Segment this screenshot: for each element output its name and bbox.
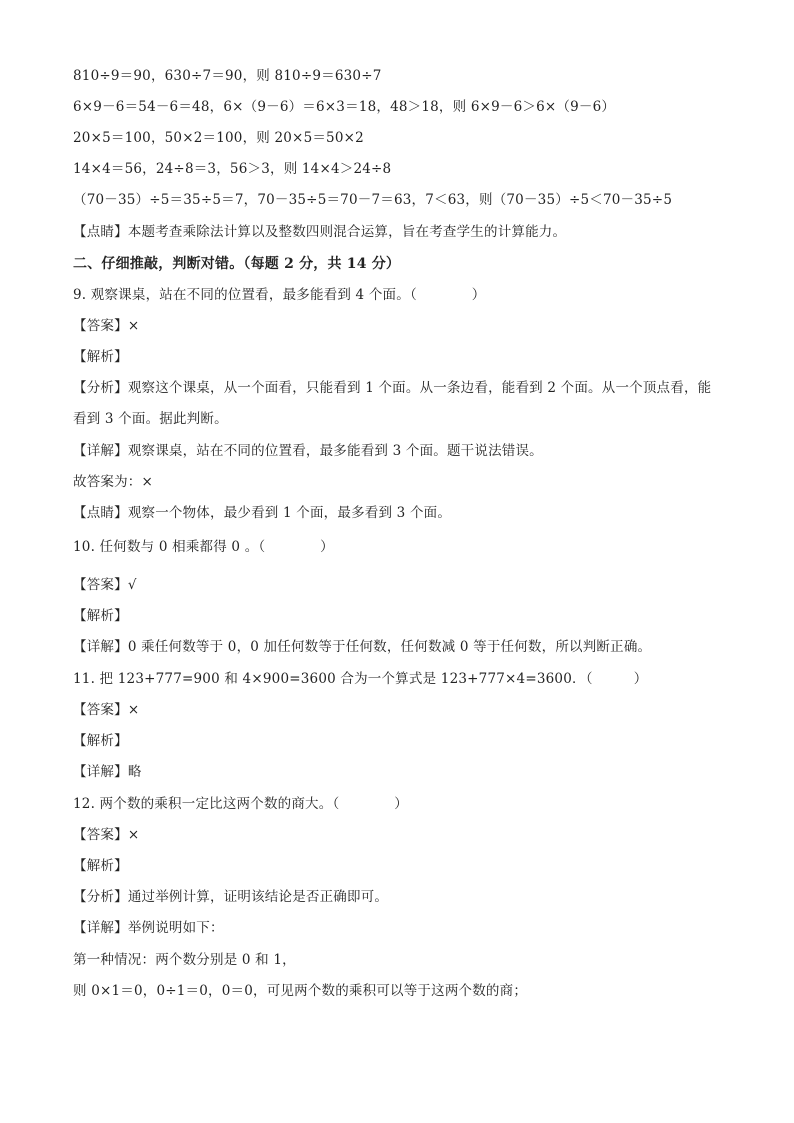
section-title: 二、仔细推敲，判断对错。（每题 2 分，共 14 分） [73, 256, 401, 272]
fenxi-text: 观察这个课桌，从一个面看，只能看到 1 个面。从一条边看，能看到 2 个面。从一个顶点看，能 [127, 380, 712, 396]
dianjing-tag: 【点睛】 [73, 224, 128, 240]
dianjing-line-9 [73, 503, 451, 523]
calc-line-3: 20×5＝100，50×2＝100，则 20×5＝50×2 [73, 130, 364, 146]
answer-tag: 【答案】 [73, 702, 128, 718]
answer-line-10 [73, 575, 137, 595]
answer-value: × [127, 702, 140, 718]
xiangjie-tag: 【详解】 [73, 443, 128, 459]
question-9: 9. 观察课桌，站在不同的位置看，最多能看到 4 个面。（ ） [73, 287, 486, 303]
calc-line-4: 14×4＝56，24÷8＝3，56＞3，则 14×4＞24÷8 [73, 161, 392, 177]
answer-line-12 [73, 825, 139, 845]
jiexi-label-10: 【解析】 [73, 608, 128, 624]
answer-line-9 [73, 316, 139, 336]
answer-tag: 【答案】 [73, 827, 128, 843]
jiexi-label-12: 【解析】 [73, 858, 128, 874]
fenxi-tag: 【分析】 [73, 889, 128, 905]
fenxi-line-12 [73, 887, 388, 907]
xiangjie-tag: 【详解】 [73, 639, 128, 655]
dianjing-text: 观察一个物体，最少看到 1 个面，最多看到 3 个面。 [127, 505, 452, 521]
fenxi-text: 通过举例计算，证明该结论是否正确即可。 [127, 889, 389, 905]
answer-tag: 【答案】 [73, 577, 128, 593]
case1-line: 第一种情况：两个数分别是 0 和 1， [73, 952, 296, 968]
calc-line-1: 810÷9＝90，630÷7＝90，则 810÷9＝630÷7 [73, 68, 382, 84]
fenxi-line-9b: 看到 3 个面。据此判断。 [73, 411, 228, 427]
xiangjie-line-11 [73, 762, 142, 782]
dianjing-tag: 【点睛】 [73, 505, 128, 521]
fenxi-tag: 【分析】 [73, 380, 128, 396]
answer-line-11 [73, 700, 139, 720]
xiangjie-tag: 【详解】 [73, 764, 128, 780]
dianjing-line [73, 222, 566, 242]
question-11: 11. 把 123+777=900 和 4×900=3600 合为一个算式是 123+777×4=3600．（ ） [73, 671, 648, 687]
calc-line-5: （70－35）÷5＝35÷5＝7，70－35÷5＝70－7＝63，7＜63，则（70－35）÷5＜70－35÷5 [73, 192, 673, 208]
case1-calc-line: 则 0×1＝0，0÷1＝0，0＝0，可见两个数的乘积可以等于这两个数的商； [73, 983, 528, 999]
guda-line-9: 故答案为：× [73, 474, 154, 490]
xiangjie-line-12 [73, 918, 224, 938]
answer-tag: 【答案】 [73, 318, 128, 334]
answer-value: × [127, 827, 140, 843]
answer-value: × [127, 318, 140, 334]
xiangjie-line-10 [73, 637, 651, 657]
jiexi-label-11: 【解析】 [73, 733, 128, 749]
xiangjie-text: 略 [127, 764, 142, 780]
question-12: 12. 两个数的乘积一定比这两个数的商大。（ ） [73, 796, 408, 812]
xiangjie-text: 举例说明如下： [127, 920, 224, 936]
fenxi-line-9a [73, 378, 711, 398]
question-10: 10. 任何数与 0 相乘都得 0 。（ ） [73, 539, 334, 555]
xiangjie-tag: 【详解】 [73, 920, 128, 936]
xiangjie-text: 观察课桌，站在不同的位置看，最多能看到 3 个面。题干说法错误。 [127, 443, 543, 459]
calc-line-2: 6×9－6＝54－6＝48，6×（9－6）＝6×3＝18，48＞18，则 6×9－6＞6×（9－6） [73, 99, 616, 115]
jiexi-label-9: 【解析】 [73, 349, 128, 365]
dianjing-text: 本题考查乘除法计算以及整数四则混合运算，旨在考查学生的计算能力。 [127, 224, 567, 240]
xiangjie-text: 0 乘任何数等于 0，0 加任何数等于任何数，任何数减 0 等于任何数，所以判断正确。 [127, 639, 652, 655]
xiangjie-line-9 [73, 441, 543, 461]
answer-value: √ [127, 577, 137, 593]
